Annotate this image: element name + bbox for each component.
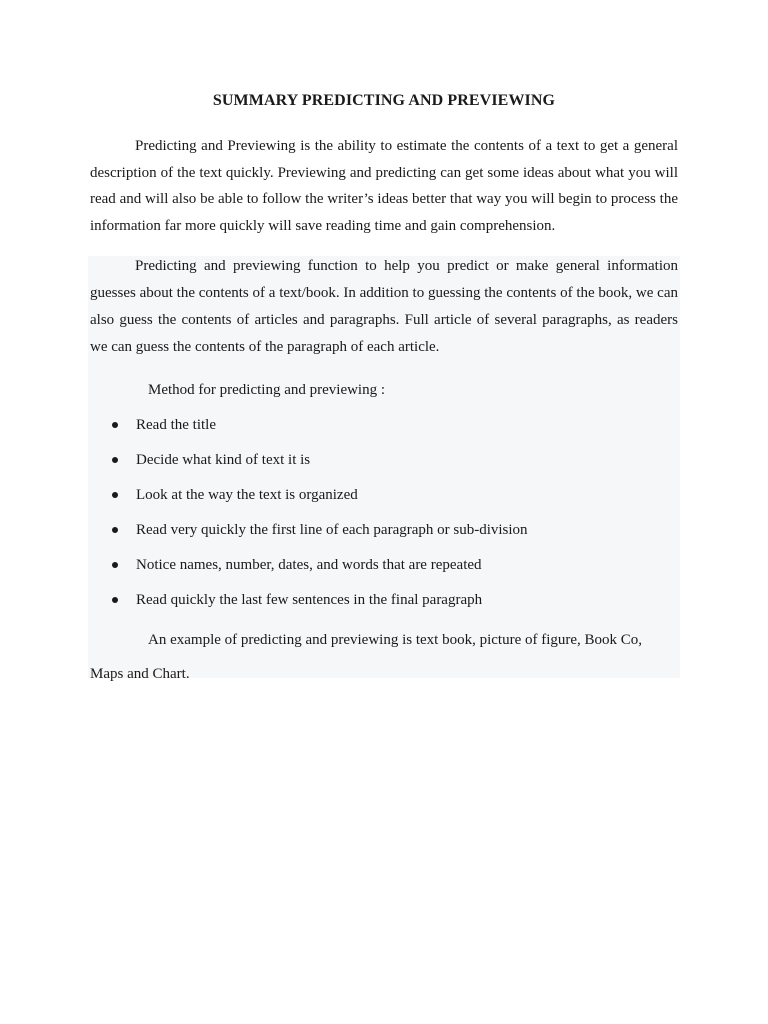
bullet-text: Look at the way the text is organized [136,487,358,503]
bullet-item [112,413,528,448]
bullet-dot-icon [112,422,118,428]
document-title: SUMMARY PREDICTING AND PREVIEWING [212,92,556,109]
bullet-text: Decide what kind of text it is [136,452,311,468]
bullet-dot-icon [112,457,118,463]
bullet-item [112,518,528,553]
bullet-dot-icon [112,527,118,533]
bullet-item [112,483,528,518]
bullet-text: Read very quickly the first line of each paragraph or sub-division [136,522,528,538]
method-intro: Method for predicting and previewing : [148,382,386,398]
bullet-text: Read the title [136,417,216,433]
bullet-dot-icon [112,562,118,568]
method-bullet-list [112,413,528,623]
bullet-text: Notice names, number, dates, and words that are repeated [136,557,482,573]
bullet-dot-icon [112,492,118,498]
bullet-item [112,588,528,623]
bullet-dot-icon [112,597,118,603]
paragraph-example: An example of predicting and previewing is text book, picture of figure, Book Co, Maps and Chart. [90,632,643,682]
bullet-text: Read quickly the last few sentences in the final paragraph [136,592,483,608]
bullet-item [112,448,528,483]
paragraph-function: Predicting and previewing function to help you predict or make general information guesses about the contents of a text/book. In addition to guessing the contents of the book, we can also guess the contents of articles and paragraphs. Full article of several paragraphs, as readers we can guess the contents of the paragraph of each article. [90,258,678,355]
bullet-item [112,553,528,588]
paragraph-definition: Predicting and Previewing is the ability to estimate the contents of a text to get a general description of the text quickly. Previewing and predicting can get some ideas about what you will read and will also be able to follow the writer’s ideas better that way you will begin to process the information far more quickly will save reading time and gain comprehension. [90,138,678,234]
